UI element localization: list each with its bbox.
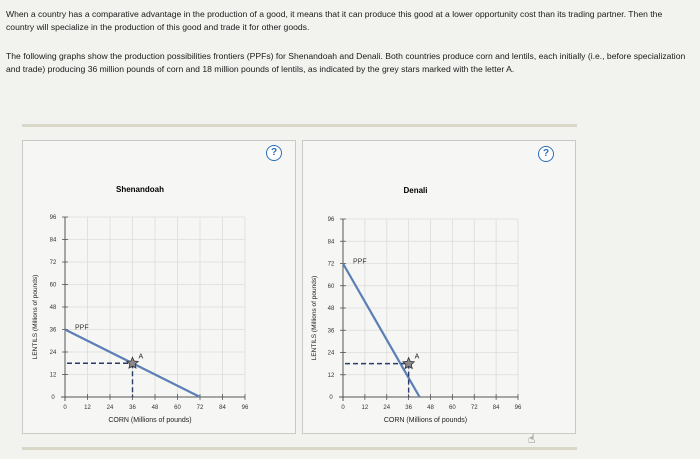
shenandoah-y-tick-label: 12 — [49, 372, 57, 379]
denali-y-tick-label: 60 — [327, 283, 335, 290]
shenandoah-y-tick-label: 60 — [49, 282, 57, 289]
shenandoah-point-a-star — [127, 357, 138, 368]
shenandoah-x-tick-label: 24 — [106, 405, 114, 411]
shenandoah-ppf-label: PPF — [75, 324, 89, 332]
denali-ppf-label: PPF — [353, 258, 367, 266]
denali-y-tick-label: 96 — [327, 217, 335, 223]
divider-bottom — [22, 447, 577, 450]
denali-y-tick-label: 24 — [327, 350, 335, 357]
instruction-paragraph-1: When a country has a comparative advantage in the production of a good, it means that it can produce this good at a lower opportunity cost than its trading partner. Then the country will specialize in the production of this good and trade it for other goods. — [6, 9, 663, 33]
denali-y-tick-label: 12 — [327, 372, 335, 379]
denali-y-axis-label: LENTILS (Millions of pounds) — [311, 275, 318, 361]
shenandoah-y-tick-label: 96 — [49, 215, 57, 221]
denali-y-tick-label: 0 — [329, 395, 333, 401]
shenandoah-x-tick-label: 72 — [196, 405, 204, 411]
shenandoah-x-tick-label: 36 — [129, 405, 136, 411]
shenandoah-chart-title: Shenandoah — [115, 185, 165, 194]
denali-y-tick-label: 36 — [327, 328, 335, 335]
denali-x-tick-label: 24 — [383, 405, 391, 411]
shenandoah-x-tick-label: 96 — [241, 405, 249, 411]
denali-x-tick-label: 0 — [341, 405, 345, 411]
denali-x-tick-label: 12 — [361, 405, 369, 411]
denali-chart-title: Denali — [403, 186, 428, 195]
denali-x-tick-label: 96 — [514, 405, 522, 411]
denali-point-a-label: A — [414, 353, 420, 361]
shenandoah-point-a-label: A — [138, 353, 144, 361]
instruction-paragraph-2: The following graphs show the production possibilities frontiers (PPFs) for Shenandoah and Denali. Both countries produce corn and lentils, each initially (i.e., before specialization and trade) producing 36 million pounds of corn and 18 million pounds of lentils, as indicated by the grey stars marked with the letter A. — [6, 51, 686, 75]
shenandoah-y-tick-label: 48 — [49, 305, 57, 311]
shenandoah-y-tick-label: 72 — [49, 260, 57, 266]
shenandoah-y-tick-label: 36 — [49, 327, 57, 334]
shenandoah-y-tick-label: 0 — [51, 395, 55, 401]
denali-y-tick-label: 72 — [327, 261, 335, 268]
shenandoah-x-tick-label: 60 — [174, 405, 181, 411]
shenandoah-x-tick-label: 0 — [63, 405, 67, 411]
denali-x-tick-label: 36 — [405, 405, 412, 411]
denali-x-tick-label: 60 — [449, 405, 456, 411]
shenandoah-x-axis-label: CORN (Millions of pounds) — [108, 417, 192, 424]
help-icon-shenandoah[interactable]: ? — [266, 145, 282, 161]
denali-x-tick-label: 72 — [470, 405, 478, 411]
denali-y-tick-label: 84 — [327, 239, 335, 246]
shenandoah-y-tick-label: 24 — [49, 350, 57, 356]
shenandoah-x-tick-label: 48 — [151, 405, 159, 411]
hand-cursor-icon: ☝ — [528, 432, 536, 446]
shenandoah-x-tick-label: 12 — [84, 405, 91, 411]
denali-x-tick-label: 84 — [492, 405, 500, 411]
denali-x-axis-label: CORN (Millions of pounds) — [383, 417, 468, 424]
shenandoah-y-tick-label: 84 — [49, 237, 57, 244]
denali-y-tick-label: 48 — [327, 306, 335, 312]
denali-x-tick-label: 48 — [427, 405, 434, 411]
denali-point-a-star — [403, 358, 414, 369]
shenandoah-y-axis-label: LENTILS (Millions of pounds) — [32, 274, 39, 360]
shenandoah-x-tick-label: 84 — [219, 405, 226, 411]
help-icon-denali[interactable]: ? — [538, 146, 554, 162]
